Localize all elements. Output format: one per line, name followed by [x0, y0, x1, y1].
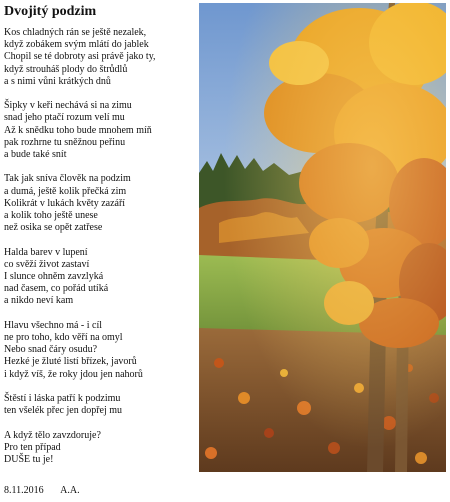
poem-line: ne pro toho, kdo věří na omyl	[4, 332, 123, 344]
poem-line: ten všelék přec jen dopřej mu	[4, 405, 123, 417]
stanza-3	[4, 173, 196, 234]
poem-line: Šipky v keři nechává si na zimu	[4, 100, 132, 112]
poem-line: pak rozhrne tu sněžnou peřinu	[4, 136, 126, 148]
poem-line: nad časem, co pořád utíká	[4, 283, 109, 295]
stanza-6	[4, 393, 196, 417]
stanza-1	[4, 27, 196, 88]
poem-line: Hezké je žluté listí břízek, javorů	[4, 356, 137, 368]
poem-line: I slunce ohněm zavzlyká	[4, 271, 104, 283]
poem-line: Až k snědku toho bude mnohem míň	[4, 124, 152, 136]
poem-line: DUŠE tu je!	[4, 454, 54, 466]
signature-line	[4, 485, 80, 497]
poem-line: Nebo snad čáry osudu?	[4, 344, 98, 356]
poem-line: Tak jak sníva člověk na podzim	[4, 173, 131, 185]
poem-author: A.A.	[60, 485, 80, 496]
poem-line: Štěstí i láska patří k podzimu	[4, 393, 121, 405]
poem-line: a s nimi vůni krátkých dnů	[4, 75, 111, 87]
poem-line: co svěží život zastaví	[4, 258, 90, 270]
poem-line: A když tělo zavzdoruje?	[4, 429, 101, 441]
poem-line: i když víš, že roky jdou jen nahorů	[4, 368, 143, 380]
autumn-tree-photo	[199, 3, 446, 472]
poem-line: a kolik toho ještě unese	[4, 210, 98, 222]
poem-line: Kos chladných rán se ještě nezalek,	[4, 27, 147, 38]
poem-line: Kolikrát v lukách květy zazáří	[4, 197, 126, 209]
poem-title: Dvojitý podzim	[4, 4, 97, 19]
stanza-5	[4, 320, 196, 381]
poem-line: když strouháš plody do štrůdlů	[4, 63, 128, 75]
poem-line: Chopil se té dobroty asi právě jako ty,	[4, 51, 156, 63]
poem-line: a dumá, ještě kolik přečká zim	[4, 185, 127, 197]
poem-line: když zobákem svým mlátí do jablek	[4, 39, 149, 51]
poem-line: Hlavu všechno má - i cíl	[4, 319, 103, 331]
poem-body	[4, 27, 196, 478]
poem-line: Pro ten případ	[4, 441, 61, 453]
poem-line: a nikdo neví kam	[4, 295, 74, 307]
poem-line: než osika se opět zatřese	[4, 222, 103, 234]
poem-line: Halda barev v lupení	[4, 246, 88, 258]
poem-line: a bude také snít	[4, 149, 67, 161]
stanza-2	[4, 100, 196, 161]
poem-line: snad jeho ptačí rozum velí mu	[4, 112, 125, 124]
poem-date: 8.11.2016	[4, 485, 44, 496]
stanza-4	[4, 247, 196, 308]
stanza-7	[4, 430, 196, 467]
